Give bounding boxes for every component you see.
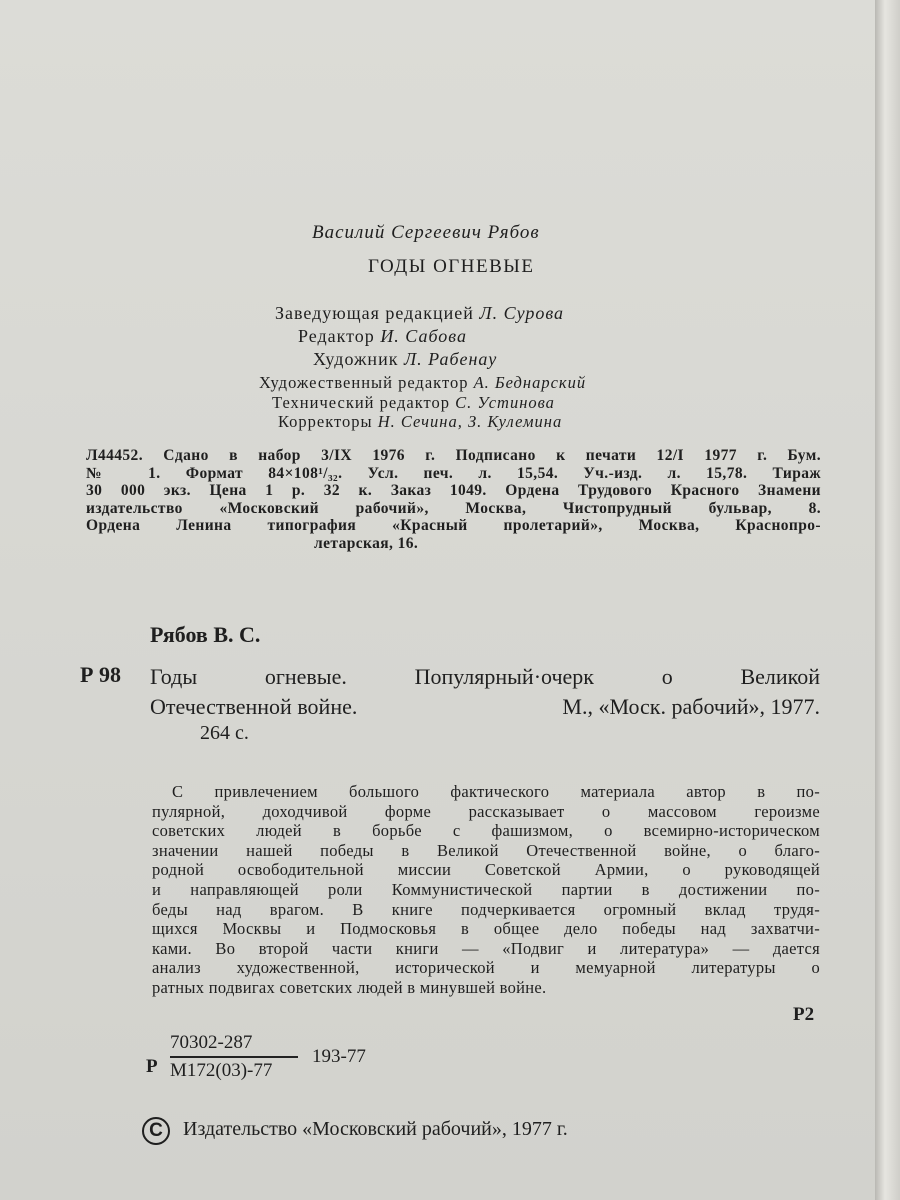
credit-role: Редактор xyxy=(298,326,375,346)
credit-name: И. Сабова xyxy=(380,326,467,346)
credit-line xyxy=(298,326,467,347)
abstract-line: С привлечением большого фактического материала автор в по- xyxy=(172,782,820,801)
classification-code: Р2 xyxy=(793,1004,815,1025)
credit-name: Л. Сурова xyxy=(479,303,565,323)
copyright-text: Издательство «Московский рабочий», 1977 г. xyxy=(183,1118,568,1140)
abstract-line: анализ художественной, исторической и мемуарной литературы о xyxy=(152,958,820,978)
abstract-line: и направляющей роли Коммунистической партии в достижении по- xyxy=(152,879,820,899)
credit-line xyxy=(275,303,564,324)
imprint-line: Ордена Ленина типография «Красный пролетарий», Москва, Краснопро- xyxy=(86,517,821,534)
imprint-line: № 1. Формат 84×108¹/₃₂. Усл. печ. л. 15,54. Уч.-изд. л. 15,78. Тираж xyxy=(86,464,821,482)
book-author: Василий Сергеевич Рябов xyxy=(312,222,540,243)
catalog-code-denominator: М172(03)-77 xyxy=(170,1060,273,1081)
imprint-line: издательство «Московский рабочий», Москва, Чистопрудный бульвар, 8. xyxy=(86,499,821,517)
abstract-line: беды над врагом. В книге подчеркивается огромный вклад трудя- xyxy=(152,899,820,919)
catalog-author-heading: Рябов В. С. xyxy=(150,622,261,647)
imprint-line: летарская, 16. xyxy=(314,534,419,552)
credit-role: Художник xyxy=(313,349,399,369)
catalog-code-numerator: 70302-287 xyxy=(170,1032,253,1053)
catalog-description-continued xyxy=(150,694,820,720)
imprint-line: Л44452. Сдано в набор 3/IX 1976 г. Подписано к печати 12/I 1977 г. Бум. xyxy=(86,447,821,464)
catalog-publisher-info: М., «Моск. рабочий», 1977. xyxy=(562,694,820,719)
catalog-pages: 264 с. xyxy=(200,722,249,744)
book-title: ГОДЫ ОГНЕВЫЕ xyxy=(368,256,535,277)
credit-name: Л. Рабенау xyxy=(403,349,498,369)
credit-role: Заведующая редакцией xyxy=(275,303,474,323)
credit-name: Н. Сечина, З. Кулемина xyxy=(377,412,563,431)
catalog-code-prefix: Р xyxy=(146,1056,158,1077)
copyright-icon: C xyxy=(142,1117,170,1145)
credit-line xyxy=(259,373,586,393)
abstract-line: советских людей в борьбе с фашизмом, о всемирно-историческом xyxy=(152,821,820,841)
catalog-code-suffix: 193-77 xyxy=(312,1046,366,1067)
imprint-line: 30 000 экз. Цена 1 р. 32 к. Заказ 1049. Ордена Трудового Красного Знамени xyxy=(86,482,821,499)
credit-role: Корректоры xyxy=(278,412,373,431)
abstract-line: пулярной, доходчивой форме рассказывает о массовом героизме xyxy=(152,801,820,821)
credit-name: А. Беднарский xyxy=(473,373,587,392)
credit-line xyxy=(313,349,497,370)
imprint-block xyxy=(86,447,821,552)
credit-role: Технический редактор xyxy=(272,393,450,412)
abstract-line: щихся Москвы и Подмосковья в общее дело победы над захватчи- xyxy=(152,919,820,939)
catalog-code xyxy=(146,1032,386,1082)
abstract-line: ками. Во второй части книги — «Подвиг и литература» — дается xyxy=(152,938,820,958)
bleed-through-text xyxy=(176,128,193,173)
abstract-line: родной освободительной миссии Советской Армии, о руководящей xyxy=(152,860,820,880)
abstract-line: значении нашей победы в Великой Отечественной войне, о благо- xyxy=(152,840,820,860)
abstract-line: ратных подвигах советских людей в минувшей войне. xyxy=(152,977,547,997)
catalog-description: Годы огневые. Популярный·очерк о Великой xyxy=(150,664,820,689)
fraction-bar xyxy=(170,1056,298,1058)
credit-line xyxy=(272,393,555,413)
catalog-description-text: Отечественной войне. xyxy=(150,694,358,719)
catalog-index: Р 98 xyxy=(80,662,121,687)
credit-role: Художественный редактор xyxy=(259,373,469,392)
abstract-block xyxy=(152,782,820,998)
next-page-edge xyxy=(875,0,900,1200)
credit-name: С. Устинова xyxy=(455,393,555,412)
credit-line xyxy=(278,412,562,432)
